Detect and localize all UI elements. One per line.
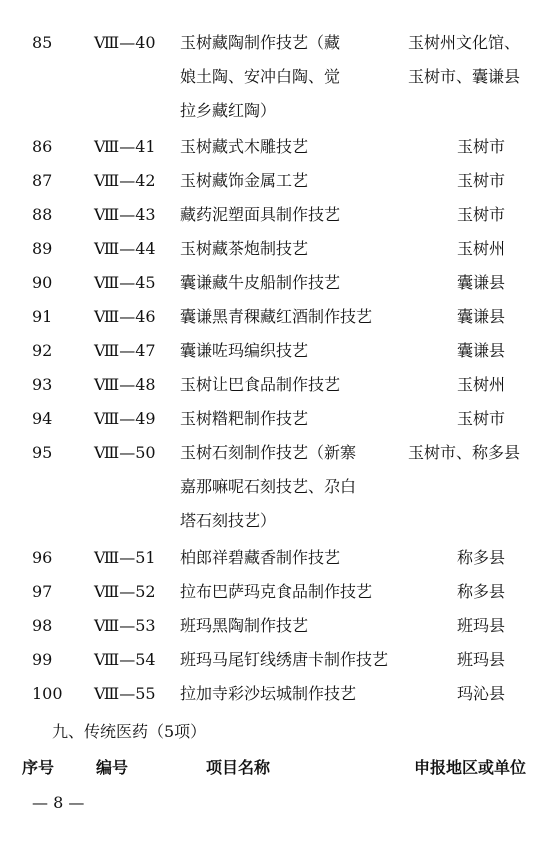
row-project-name (180, 616, 408, 650)
row-code: Ⅷ—54 (94, 650, 156, 669)
row-serial: 93 (32, 375, 53, 394)
region-line: 玉树州 (456, 239, 505, 258)
row-serial: 98 (32, 616, 53, 635)
project-name-line: 班玛黑陶制作技艺 (180, 616, 309, 635)
project-name-line: 囊谦黑青稞藏红酒制作技艺 (180, 307, 373, 326)
header-serial: 序号 (22, 758, 55, 777)
row-serial: 91 (32, 307, 53, 326)
row-region (408, 341, 554, 375)
project-name-line: 拉加寺彩沙坛城制作技艺 (180, 684, 357, 703)
row-region (408, 205, 554, 239)
project-name-line: 藏药泥塑面具制作技艺 (180, 205, 341, 224)
row-region (408, 443, 554, 477)
row-serial: 99 (32, 650, 53, 669)
row-code: Ⅷ—44 (94, 239, 156, 258)
project-name-line: 塔石刻技艺） (180, 511, 277, 530)
row-serial: 100 (32, 684, 63, 703)
region-line: 囊谦县 (456, 307, 505, 326)
row-project-name (180, 137, 408, 171)
row-code: Ⅷ—46 (94, 307, 156, 326)
region-line: 玉树市、囊谦县 (408, 67, 521, 86)
row-project-name (180, 375, 408, 409)
row-project-name (180, 582, 408, 616)
row-project-name (180, 171, 408, 205)
project-name-line: 玉树糌粑制作技艺 (180, 409, 309, 428)
project-name-line: 玉树石刻制作技艺（新寨 (180, 443, 357, 462)
row-code: Ⅷ—42 (94, 171, 156, 190)
row-serial: 97 (32, 582, 53, 601)
project-name-line: 玉树藏式木雕技艺 (180, 137, 309, 156)
region-line: 囊谦县 (456, 273, 505, 292)
header-code: 编号 (96, 758, 129, 777)
row-region (408, 548, 554, 582)
row-code: Ⅷ—51 (94, 548, 156, 567)
region-line: 玉树市 (456, 171, 505, 190)
region-line: 班玛县 (456, 650, 505, 669)
region-line: 班玛县 (456, 616, 505, 635)
project-name-line: 囊谦藏牛皮船制作技艺 (180, 273, 341, 292)
project-name-line: 班玛马尾钉线绣唐卡制作技艺 (180, 650, 389, 669)
region-line: 玉树市、称多县 (408, 443, 521, 462)
row-region (408, 137, 554, 171)
project-name-line: 玉树让巴食品制作技艺 (180, 375, 341, 394)
row-serial: 96 (32, 548, 53, 567)
row-code: Ⅷ—55 (94, 684, 156, 703)
row-serial: 87 (32, 171, 53, 190)
project-name-line: 玉树藏茶炮制技艺 (180, 239, 309, 258)
project-name-line: 玉树藏陶制作技艺（藏 (180, 33, 341, 52)
row-project-name (180, 273, 408, 307)
page-number: — 8 — (32, 793, 85, 812)
row-region (408, 239, 554, 273)
row-serial: 92 (32, 341, 53, 360)
region-line: 称多县 (456, 548, 505, 567)
row-region (408, 650, 554, 684)
row-code: Ⅷ—48 (94, 375, 156, 394)
row-region (408, 273, 554, 307)
region-line: 囊谦县 (456, 341, 505, 360)
region-line: 玉树市 (456, 409, 505, 428)
row-serial: 90 (32, 273, 53, 292)
row-serial: 89 (32, 239, 53, 258)
region-line: 玉树市 (456, 205, 505, 224)
row-project-name (180, 205, 408, 239)
region-line: 称多县 (456, 582, 505, 601)
project-name-line: 玉树藏饰金属工艺 (180, 171, 309, 190)
row-code: Ⅷ—50 (94, 443, 156, 462)
header-project-name: 项目名称 (206, 758, 271, 777)
row-serial: 85 (32, 33, 53, 52)
row-code: Ⅷ—43 (94, 205, 156, 224)
row-project-name (180, 684, 408, 718)
project-name-line: 柏郎祥碧藏香制作技艺 (180, 548, 341, 567)
row-region (408, 684, 554, 718)
row-project-name (180, 33, 408, 135)
row-code: Ⅷ—45 (94, 273, 156, 292)
row-region (408, 616, 554, 650)
row-code: Ⅷ—47 (94, 341, 156, 360)
row-code: Ⅷ—41 (94, 137, 156, 156)
row-serial: 86 (32, 137, 53, 156)
row-project-name (180, 548, 408, 582)
row-code: Ⅷ—40 (94, 33, 156, 52)
row-code: Ⅷ—53 (94, 616, 156, 635)
row-serial: 88 (32, 205, 53, 224)
region-line: 玛沁县 (456, 684, 505, 703)
row-region (408, 375, 554, 409)
row-region (408, 171, 554, 205)
region-line: 玉树市 (456, 137, 505, 156)
header-region: 申报地区或单位 (414, 758, 527, 777)
row-project-name (180, 239, 408, 273)
row-region (408, 33, 554, 101)
project-name-line: 娘土陶、安冲白陶、觉 (180, 67, 341, 86)
row-region (408, 409, 554, 443)
project-name-line: 嘉那嘛呢石刻技艺、尕白 (180, 477, 357, 496)
row-serial: 95 (32, 443, 53, 462)
region-line: 玉树州 (456, 375, 505, 394)
row-project-name (180, 409, 408, 443)
region-line: 玉树州文化馆、 (408, 33, 521, 52)
row-code: Ⅷ—49 (94, 409, 156, 428)
row-project-name (180, 443, 408, 545)
row-project-name (180, 307, 408, 341)
project-name-line: 拉布巴萨玛克食品制作技艺 (180, 582, 373, 601)
section-title: 九、传统医药（5项） (52, 722, 207, 741)
row-region (408, 582, 554, 616)
row-project-name (180, 650, 408, 684)
row-project-name (180, 341, 408, 375)
project-name-line: 拉乡藏红陶） (180, 101, 277, 120)
row-serial: 94 (32, 409, 53, 428)
project-name-line: 囊谦咗玛编织技艺 (180, 341, 309, 360)
row-region (408, 307, 554, 341)
row-code: Ⅷ—52 (94, 582, 156, 601)
